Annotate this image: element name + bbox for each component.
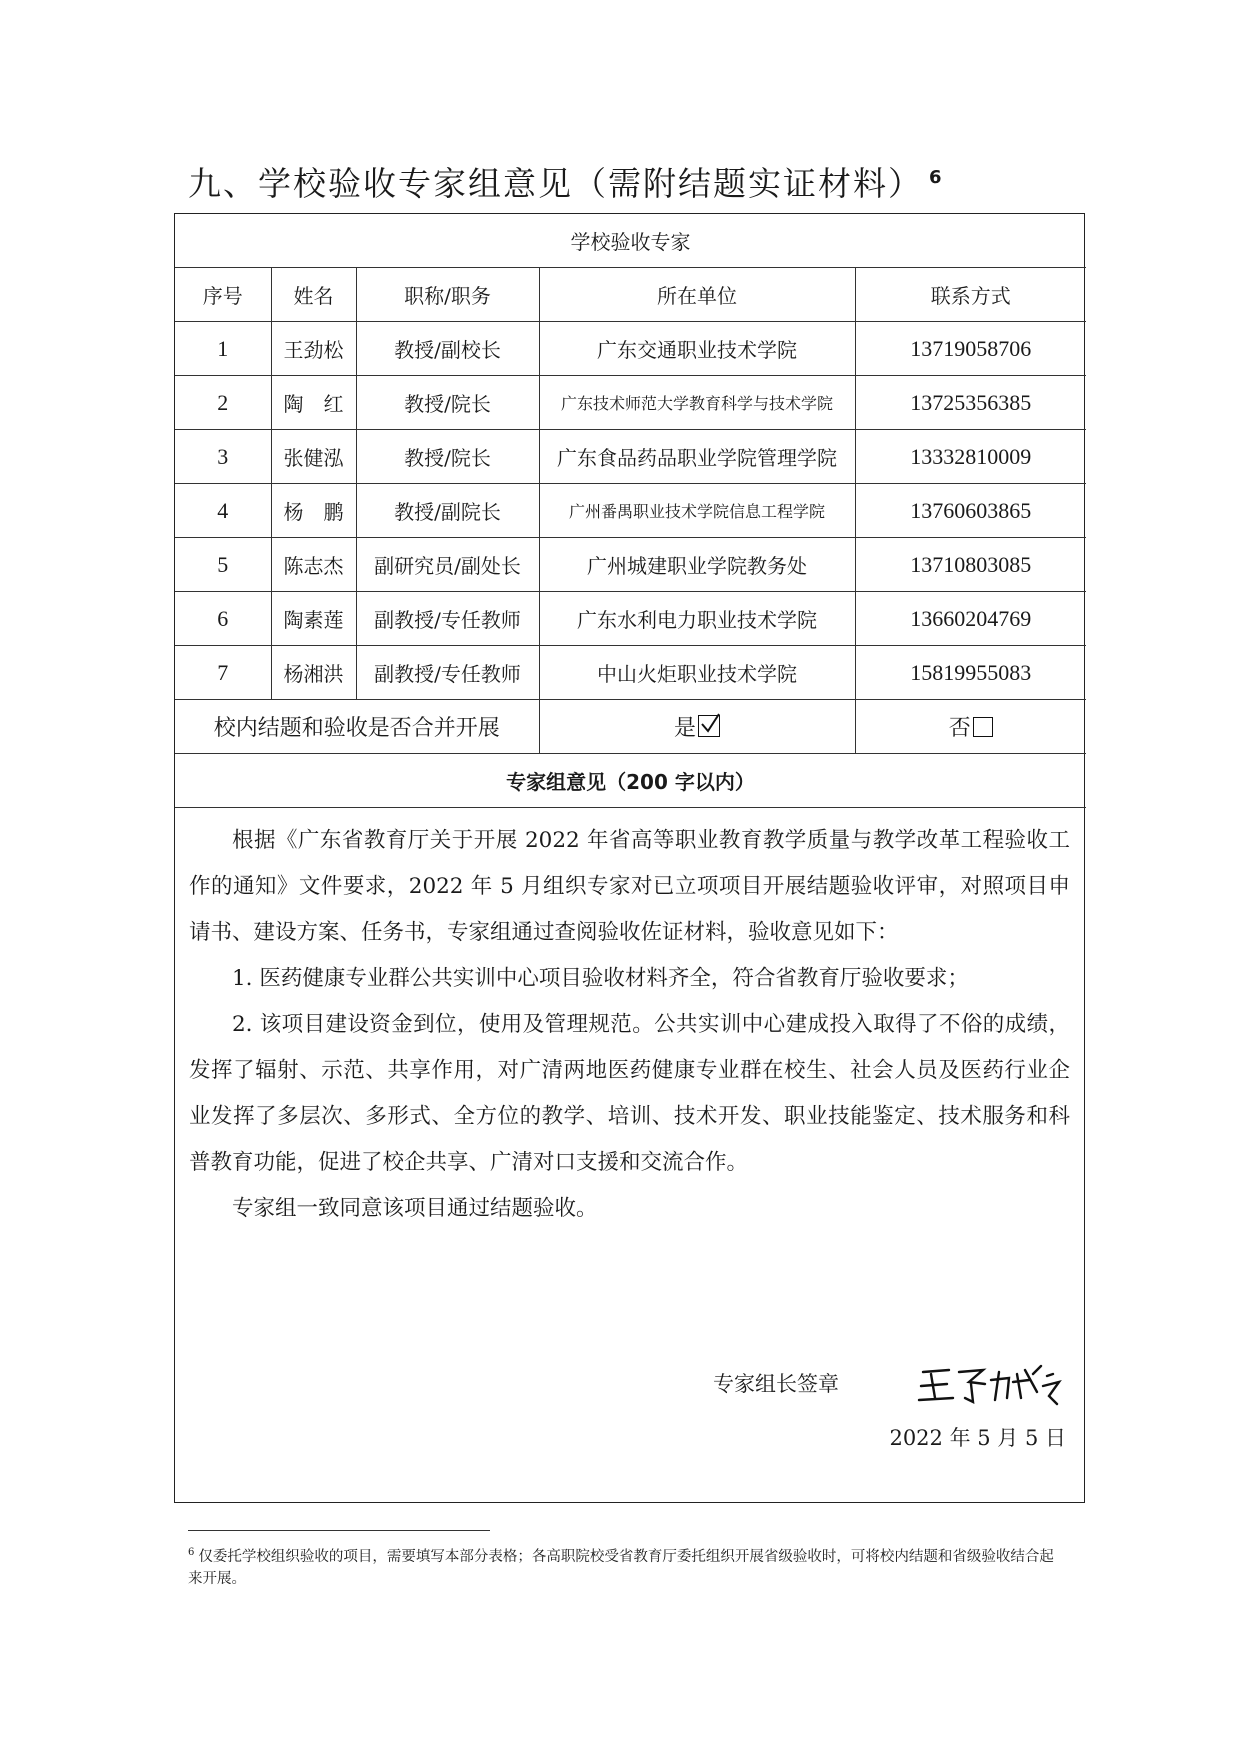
- expert-row: [175, 592, 1086, 646]
- expert-row: [175, 538, 1086, 592]
- expert-title: 教授/副院长: [356, 484, 539, 538]
- expert-phone: 13710803085: [855, 538, 1086, 592]
- expert-name: 杨湘洪: [271, 646, 356, 700]
- table-title: 学校验收专家: [175, 214, 1086, 268]
- column-header: 联系方式: [855, 268, 1086, 322]
- expert-unit: 广东食品药品职业学院管理学院: [539, 430, 855, 484]
- expert-phone: 13760603865: [855, 484, 1086, 538]
- expert-title: 副研究员/副处长: [356, 538, 539, 592]
- expert-name: 王劲松: [271, 322, 356, 376]
- expert-title: 教授/副校长: [356, 322, 539, 376]
- expert-phone: 13660204769: [855, 592, 1086, 646]
- section-footnote-mark: 6: [929, 167, 944, 188]
- expert-no: 1: [175, 322, 271, 376]
- expert-table: [175, 214, 1086, 808]
- expert-title: 教授/院长: [356, 430, 539, 484]
- expert-name: 陈志杰: [271, 538, 356, 592]
- expert-unit: 中山火炬职业技术学院: [539, 646, 855, 700]
- opinion-heading: 专家组意见（200 字以内）: [175, 754, 1086, 808]
- expert-no: 2: [175, 376, 271, 430]
- expert-no: 5: [175, 538, 271, 592]
- sign-date: 2022 年 5 月 5 日: [889, 1426, 1066, 1450]
- expert-no: 3: [175, 430, 271, 484]
- checked-checkbox-icon[interactable]: [698, 715, 720, 737]
- expert-no: 7: [175, 646, 271, 700]
- handwritten-signature: [913, 1354, 1073, 1414]
- expert-no: 6: [175, 592, 271, 646]
- expert-title: 副教授/专任教师: [356, 646, 539, 700]
- opinion-paragraph: 根据《广东省教育厅关于开展 2022 年省高等职业教育教学质量与教学改革工程验收工作的通知》文件要求，2022 年 5 月组织专家对已立项项目开展结题验收评审，对照项目申请书、建设方案、任务书，专家组通过查阅验收佐证材料，验收意见如下：: [189, 828, 1070, 945]
- merge-row: [175, 700, 1086, 754]
- column-header: 序号: [175, 268, 271, 322]
- expert-unit: 广东水利电力职业技术学院: [539, 592, 855, 646]
- merge-question: 校内结题和验收是否合并开展: [175, 700, 539, 754]
- expert-phone: 13725356385: [855, 376, 1086, 430]
- acceptance-form: [174, 213, 1085, 1503]
- section-title-text: 九、学校验收专家组意见（需附结题实证材料）: [188, 164, 923, 203]
- signature-label: 专家组长签章: [713, 1372, 839, 1396]
- opinion-paragraph: 2. 该项目建设资金到位，使用及管理规范。公共实训中心建成投入取得了不俗的成绩，发挥了辐射、示范、共享作用，对广清两地医药健康专业群在校生、社会人员及医药行业企业发挥了多层次、多形式、全方位的教学、培训、技术开发、职业技能鉴定、技术服务和科普教育功能，促进了校企共享、广清对口支援和交流合作。: [189, 1012, 1070, 1175]
- footnote: [188, 1542, 1068, 1590]
- expert-name: 杨 鹏: [271, 484, 356, 538]
- expert-name: 陶素莲: [271, 592, 356, 646]
- unchecked-checkbox-icon[interactable]: [973, 717, 993, 737]
- expert-unit: 广东交通职业技术学院: [539, 322, 855, 376]
- signature-line: [175, 1354, 1084, 1414]
- opinion-paragraph: 专家组一致同意该项目通过结题验收。: [232, 1196, 598, 1221]
- column-header-row: [175, 268, 1086, 322]
- expert-phone: 15819955083: [855, 646, 1086, 700]
- expert-name: 张健泓: [271, 430, 356, 484]
- expert-unit: 广州城建职业学院教务处: [539, 538, 855, 592]
- expert-phone: 13719058706: [855, 322, 1086, 376]
- expert-row: [175, 376, 1086, 430]
- expert-name: 陶 红: [271, 376, 356, 430]
- column-header: 职称/职务: [356, 268, 539, 322]
- expert-row: [175, 322, 1086, 376]
- opinion-paragraph: 1. 医药健康专业群公共实训中心项目验收材料齐全，符合省教育厅验收要求；: [232, 966, 969, 991]
- merge-yes-option[interactable]: [539, 700, 855, 754]
- footnote-divider: [188, 1530, 490, 1531]
- footnote-text: 仅委托学校组织验收的项目，需要填写本部分表格；各高职院校受省教育厅委托组织开展省级验收时，可将校内结题和省级验收结合起来开展。: [188, 1548, 1054, 1587]
- expert-title: 副教授/专任教师: [356, 592, 539, 646]
- expert-title: 教授/院长: [356, 376, 539, 430]
- merge-no-label: 否: [948, 716, 971, 741]
- footnote-mark: 6: [188, 1547, 195, 1558]
- expert-phone: 13332810009: [855, 430, 1086, 484]
- expert-row: [175, 646, 1086, 700]
- expert-unit: 广州番禺职业技术学院信息工程学院: [539, 484, 855, 538]
- column-header: 姓名: [271, 268, 356, 322]
- expert-row: [175, 484, 1086, 538]
- section-title: [188, 158, 944, 205]
- column-header: 所在单位: [539, 268, 855, 322]
- expert-no: 4: [175, 484, 271, 538]
- merge-no-option[interactable]: [855, 700, 1086, 754]
- merge-yes-label: 是: [673, 716, 696, 741]
- opinion-body: [175, 808, 1084, 1232]
- expert-unit: 广东技术师范大学教育科学与技术学院: [539, 376, 855, 430]
- expert-row: [175, 430, 1086, 484]
